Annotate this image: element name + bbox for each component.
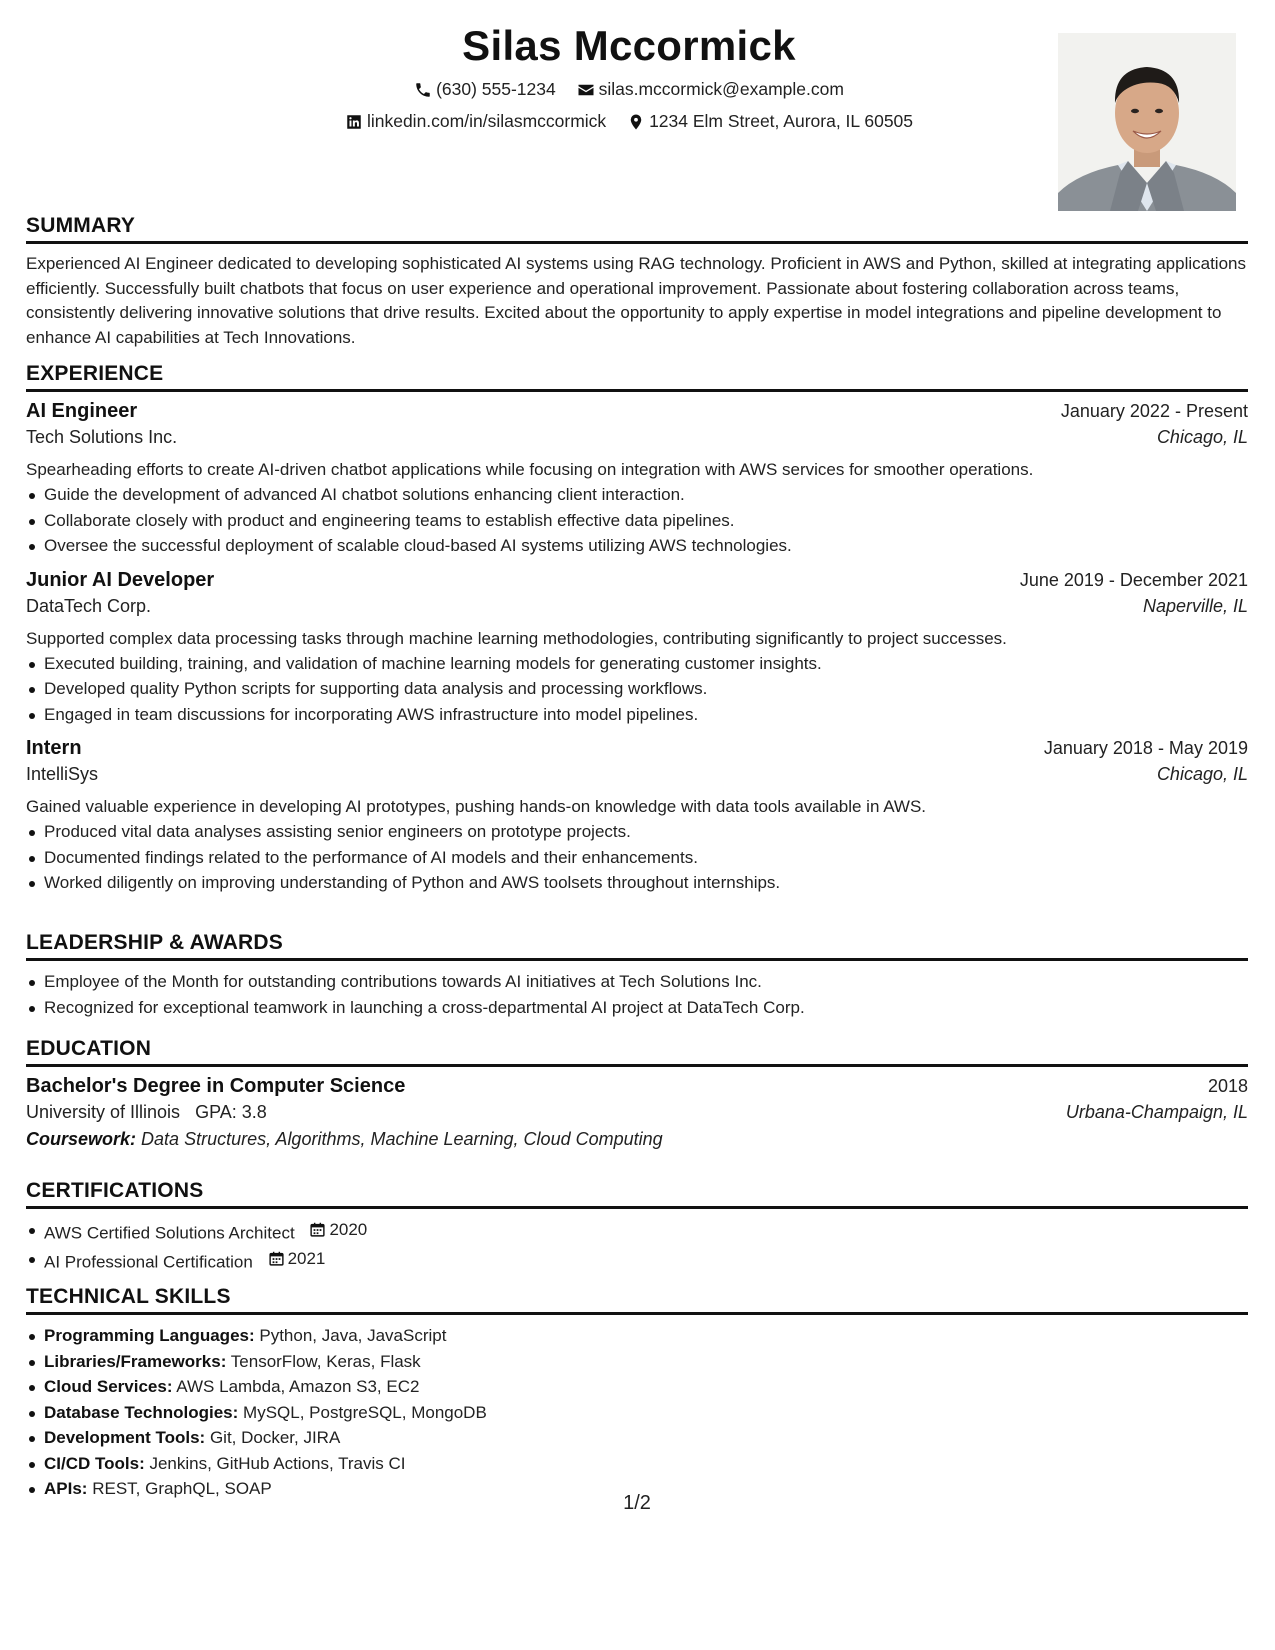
cert-date <box>309 1217 367 1243</box>
list-item <box>44 1374 1248 1400</box>
gpa: GPA: 3.8 <box>195 1102 267 1122</box>
list-item: Recognized for exceptional teamwork in launching a cross-departmental AI project at DataTech Corp. <box>44 995 1248 1021</box>
job-bullets <box>26 819 1248 896</box>
skill-value: Python, Java, JavaScript <box>259 1326 447 1345</box>
job-entry <box>26 400 1248 559</box>
experience-heading: EXPERIENCE <box>26 362 1248 392</box>
skills-heading: TECHNICAL SKILLS <box>26 1285 1248 1315</box>
cert-year: 2020 <box>329 1220 368 1239</box>
education-heading: EDUCATION <box>26 1037 1248 1067</box>
linkedin-text: linkedin.com/in/silasmccormick <box>366 111 607 131</box>
job-dates: June 2019 - December 2021 <box>1019 569 1248 590</box>
job-description: Spearheading efforts to create AI-driven chatbot applications while focusing on integration with AWS services for smoother operations. <box>26 460 1034 479</box>
leadership-section <box>26 931 1248 1020</box>
summary-text: Experienced AI Engineer dedicated to developing sophisticated AI systems using RAG technology. Proficient in AWS and Python, skilled at integrating applications efficiently. Successfully built chatbots that focus on user experience and operational improvement. Passionate about fostering collaboration across teams, consistently delivering innovative solutions that drive results. Excited about the opportunity to apply expertise in model integrations and pipeline development to enhance AI capabilities at Tech Innovations. <box>26 254 1246 347</box>
skill-value: Jenkins, GitHub Actions, Travis CI <box>149 1453 406 1473</box>
job-dates: January 2018 - May 2019 <box>1043 738 1248 758</box>
map-pin-icon <box>627 113 645 131</box>
list-item <box>44 1246 1248 1275</box>
list-item: Documented findings related to the performance of AI models and their enhancements. <box>44 845 1248 871</box>
list-item <box>44 1425 1248 1451</box>
email-text: silas.mccormick@example.com <box>598 79 844 99</box>
list-item <box>44 1217 1248 1246</box>
job-location: Chicago, IL <box>1156 427 1248 447</box>
job-entry <box>26 737 1248 896</box>
skill-label: Cloud Services: <box>44 1377 173 1396</box>
profile-photo <box>1058 33 1236 211</box>
school-location: Urbana-Champaign, IL <box>1065 1102 1248 1122</box>
page-number: 1/2 <box>623 1492 651 1514</box>
skill-label: Libraries/Frameworks: <box>44 1351 227 1371</box>
calendar-icon <box>268 1250 285 1267</box>
job-bullets <box>26 651 1248 728</box>
job-title: Junior AI Developer <box>26 568 215 591</box>
cert-date <box>268 1246 326 1272</box>
job-company: IntelliSys <box>26 764 99 784</box>
envelope-icon <box>577 81 595 99</box>
school-info <box>26 1102 267 1123</box>
certifications-list <box>26 1217 1248 1275</box>
skill-label: Database Technologies: <box>44 1402 239 1422</box>
list-item: Produced vital data analyses assisting senior engineers on prototype projects. <box>44 819 1248 845</box>
contact-row-2 <box>26 111 1232 136</box>
list-item: Executed building, training, and validation of machine learning models for generating customer insights. <box>44 651 1248 677</box>
linkedin-contact[interactable] <box>345 111 606 132</box>
summary-heading: SUMMARY <box>26 214 1248 244</box>
skill-label: Programming Languages: <box>44 1326 255 1345</box>
resume-header <box>26 22 1248 212</box>
list-item <box>44 1451 1248 1477</box>
list-item: Collaborate closely with product and engineering teams to establish effective data pipelines. <box>44 508 1248 534</box>
coursework <box>26 1129 1248 1150</box>
job-title: AI Engineer <box>26 400 138 422</box>
coursework-list: Data Structures, Algorithms, Machine Learning, Cloud Computing <box>141 1129 663 1149</box>
job-description: Gained valuable experience in developing AI prototypes, pushing hands-on knowledge with data tools available in AWS. <box>26 797 927 816</box>
summary-section <box>26 214 1248 350</box>
job-description: Supported complex data processing tasks through machine learning methodologies, contributing significantly to project successes. <box>26 628 1007 648</box>
job-company: DataTech Corp. <box>26 595 152 616</box>
leadership-list <box>26 969 1248 1020</box>
job-company: Tech Solutions Inc. <box>26 427 178 447</box>
job-title: Intern <box>26 737 82 759</box>
list-item: Oversee the successful deployment of scalable cloud-based AI systems utilizing AWS technologies. <box>44 533 1248 559</box>
list-item: Worked diligently on improving understanding of Python and AWS toolsets throughout internships. <box>44 870 1248 896</box>
experience-section <box>26 362 1248 906</box>
candidate-name: Silas Mccormick <box>462 22 796 69</box>
education-section <box>26 1037 1248 1150</box>
certifications-heading: CERTIFICATIONS <box>26 1179 1248 1209</box>
skill-value: MySQL, PostgreSQL, MongoDB <box>243 1402 487 1422</box>
job-dates: January 2022 - Present <box>1060 401 1248 421</box>
email-contact[interactable] <box>577 79 844 100</box>
skill-value: REST, GraphQL, SOAP <box>92 1479 272 1498</box>
job-entry <box>26 569 1248 728</box>
list-item <box>44 1400 1248 1426</box>
address-contact <box>627 111 913 132</box>
skills-list <box>26 1323 1248 1502</box>
job-location: Chicago, IL <box>1156 764 1248 784</box>
phone-icon <box>414 81 432 99</box>
list-item: Guide the development of advanced AI chatbot solutions enhancing client interaction. <box>44 482 1248 508</box>
phone-contact[interactable] <box>414 79 556 100</box>
contact-row-1 <box>26 79 1232 104</box>
cert-name: AWS Certified Solutions Architect <box>44 1223 295 1243</box>
leadership-heading: LEADERSHIP & AWARDS <box>26 931 1248 961</box>
list-item: Engaged in team discussions for incorporating AWS infrastructure into model pipelines. <box>44 702 1248 728</box>
graduation-year: 2018 <box>1207 1076 1248 1096</box>
list-item: Developed quality Python scripts for supporting data analysis and processing workflows. <box>44 676 1248 702</box>
skill-label: Development Tools: <box>44 1428 206 1447</box>
resume-page <box>26 0 1248 1650</box>
certifications-section <box>26 1179 1248 1275</box>
address-text: 1234 Elm Street, Aurora, IL 60505 <box>649 111 914 131</box>
degree-title: Bachelor's Degree in Computer Science <box>26 1075 406 1097</box>
list-item: Employee of the Month for outstanding contributions towards AI initiatives at Tech Solutions Inc. <box>44 969 1248 995</box>
skill-label: CI/CD Tools: <box>44 1453 145 1473</box>
skill-label: APIs: <box>44 1479 88 1498</box>
skill-value: AWS Lambda, Amazon S3, EC2 <box>176 1377 420 1396</box>
phone-text: (630) 555-1234 <box>436 79 556 99</box>
cert-name: AI Professional Certification <box>44 1252 253 1271</box>
school-name: University of Illinois <box>26 1102 181 1122</box>
list-item <box>44 1349 1248 1375</box>
job-location: Naperville, IL <box>1142 595 1248 616</box>
coursework-label: Coursework: <box>26 1129 137 1149</box>
calendar-icon <box>309 1221 326 1238</box>
list-item <box>44 1323 1248 1349</box>
skills-section <box>26 1285 1248 1502</box>
job-bullets <box>26 482 1248 559</box>
linkedin-icon <box>345 113 363 131</box>
cert-year: 2021 <box>287 1248 326 1268</box>
skill-value: Git, Docker, JIRA <box>209 1428 341 1447</box>
skill-value: TensorFlow, Keras, Flask <box>230 1351 421 1371</box>
